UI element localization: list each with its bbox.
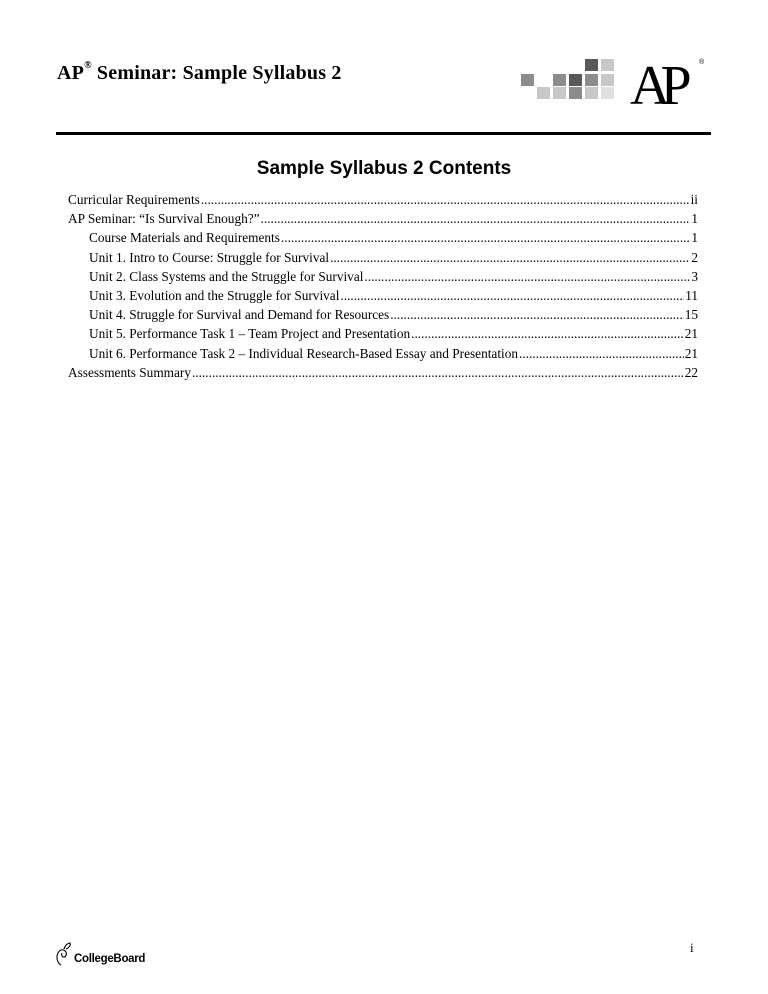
toc-entry-label: Unit 3. Evolution and the Struggle for Survival [89, 287, 340, 303]
toc-dot-leader [201, 190, 690, 209]
ap-logo-text: AP [630, 56, 682, 106]
college-board-logo [55, 941, 145, 967]
toc-entry[interactable] [68, 248, 698, 267]
toc-dot-leader [390, 305, 683, 324]
registered-mark: ® [84, 60, 92, 71]
toc-entry-page: 1 [691, 230, 698, 246]
header-rule [56, 132, 711, 135]
page-number: i [690, 940, 694, 955]
toc-entry-page: ii [690, 192, 698, 207]
ap-logo-registered-mark: ® [699, 59, 705, 66]
table-of-contents [68, 190, 698, 382]
acorn-icon [55, 941, 73, 967]
toc-dot-leader [364, 267, 690, 286]
toc-entry[interactable] [68, 344, 698, 363]
toc-entry-page: 3 [691, 268, 698, 284]
toc-entry-page: 2 [691, 249, 698, 265]
toc-entry[interactable] [68, 209, 698, 228]
toc-entry[interactable] [68, 190, 698, 209]
ap-pixel-squares-logo [521, 58, 621, 104]
toc-entry-page: 11 [685, 287, 698, 303]
toc-entry-page: 21 [684, 326, 698, 342]
document-header-title [57, 62, 342, 85]
toc-entry[interactable] [68, 363, 698, 382]
toc-entry[interactable] [68, 267, 698, 286]
toc-entry[interactable] [68, 305, 698, 324]
toc-entry-label: Course Materials and Requirements [89, 230, 280, 246]
toc-entry[interactable] [68, 228, 698, 247]
toc-entry-page: 22 [684, 364, 698, 380]
contents-title: Sample Syllabus 2 Contents [256, 158, 512, 179]
college-board-wordmark: CollegeBoard [74, 953, 146, 965]
toc-dot-leader [340, 286, 684, 305]
toc-dot-leader [330, 248, 690, 267]
header-title-prefix: AP [57, 62, 85, 84]
toc-entry-label: Unit 5. Performance Task 1 – Team Project and Presentation [89, 326, 411, 342]
toc-entry-label: Curricular Requirements [68, 192, 200, 207]
toc-entry[interactable] [68, 324, 698, 343]
header-title-rest: Seminar: Sample Syllabus 2 [91, 62, 342, 84]
toc-entry-page: 21 [684, 345, 698, 361]
toc-dot-leader [519, 344, 684, 363]
toc-dot-leader [261, 209, 691, 228]
toc-entry-label: Unit 2. Class Systems and the Struggle for Survival [89, 268, 364, 284]
toc-entry[interactable] [68, 286, 698, 305]
toc-entry-label: Unit 4. Struggle for Survival and Demand for Resources [89, 307, 390, 323]
toc-dot-leader [192, 363, 684, 382]
toc-entry-label: Unit 6. Performance Task 2 – Individual Research-Based Essay and Presentation [89, 345, 519, 361]
toc-entry-page: 1 [691, 211, 698, 227]
toc-entry-label: Assessments Summary [68, 364, 191, 380]
toc-dot-leader [281, 228, 690, 247]
toc-entry-label: Unit 1. Intro to Course: Struggle for Survival [89, 249, 330, 265]
toc-entry-page: 15 [684, 307, 698, 323]
toc-entry-label: AP Seminar: “Is Survival Enough?” [68, 211, 260, 227]
toc-dot-leader [411, 324, 684, 343]
ap-logo [628, 56, 708, 106]
